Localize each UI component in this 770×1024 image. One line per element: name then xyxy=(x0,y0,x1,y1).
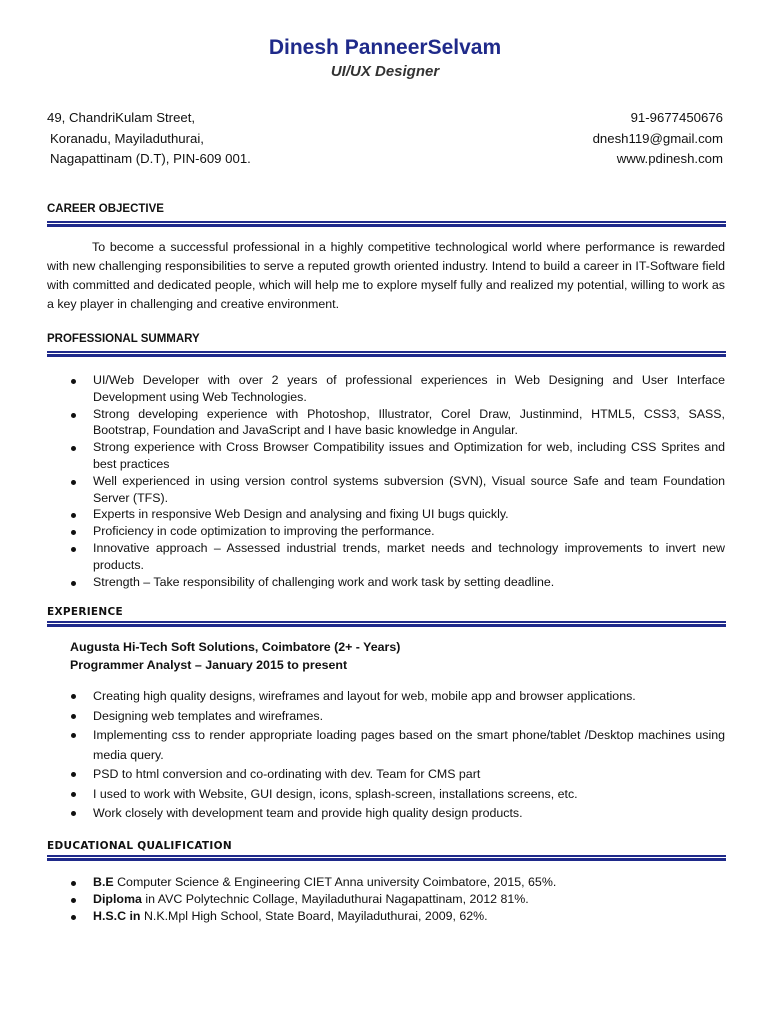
contact-block xyxy=(593,108,723,170)
degree-detail: Computer Science & Engineering CIET Anna university Coimbatore, 2015, 65%. xyxy=(113,875,557,889)
company-name: Augusta Hi-Tech Soft Solutions, Coimbatore (2+ - Years) xyxy=(70,640,401,654)
degree-name: B.E xyxy=(93,875,114,889)
address-block xyxy=(47,108,251,170)
experience-list xyxy=(70,687,725,824)
professional-summary-list xyxy=(70,372,725,590)
section-divider xyxy=(47,621,726,627)
list-item: Innovative approach – Assessed industrial trends, market needs and technology improvements to invert new products. xyxy=(70,540,725,574)
email-address[interactable]: dnesh119@gmail.com xyxy=(592,130,723,146)
list-item: Strength – Take responsibility of challenging work and work task by setting deadline. xyxy=(70,574,725,591)
list-item xyxy=(70,908,725,925)
list-item: UI/Web Developer with over 2 years of professional experiences in Web Designing and User Interface Development using Web Technologies. xyxy=(70,372,725,406)
professional-summary-heading: PROFESSIONAL SUMMARY xyxy=(47,333,200,345)
list-item: Work closely with development team and provide high quality design products. xyxy=(70,804,725,824)
list-item: Creating high quality designs, wireframes and layout for web, mobile app and browser applications. xyxy=(70,687,725,707)
education-heading: EDUCATIONAL QUALIFICATION xyxy=(47,840,232,852)
phone-number: 91-9677450676 xyxy=(630,110,723,125)
degree-detail: in AVC Polytechnic Collage, Mayiladuthurai Nagapattinam, 2012 81%. xyxy=(141,891,529,906)
list-item xyxy=(70,874,725,891)
position-title: Programmer Analyst – January 2015 to present xyxy=(70,658,348,672)
address-line-2: Koranadu, Mayiladuthurai, xyxy=(50,130,204,146)
career-objective-heading: CAREER OBJECTIVE xyxy=(47,203,164,215)
address-line-1: 49, ChandriKulam Street, xyxy=(47,110,196,125)
list-item: Experts in responsive Web Design and analysing and fixing UI bugs quickly. xyxy=(70,506,725,523)
address-line-3: Nagapattinam (D.T), PIN-609 001. xyxy=(50,151,251,166)
degree-detail: N.K.Mpl High School, State Board, Mayiladuthurai, 2009, 62%. xyxy=(140,908,488,923)
section-divider xyxy=(47,855,726,861)
list-item: Implementing css to render appropriate loading pages based on the smart phone/tablet /Desktop machines using media query. xyxy=(70,726,725,765)
job-title: UI/UX Designer xyxy=(330,63,440,80)
list-item: Strong experience with Cross Browser Compatibility issues and Optimization for web, including CSS Sprites and best practices xyxy=(70,439,725,473)
list-item: Strong developing experience with Photoshop, Illustrator, Corel Draw, Justinmind, HTML5, CSS3, SASS, Bootstrap, Foundation and JavaScript and I have basic knowledge in Angular. xyxy=(70,406,725,440)
experience-company xyxy=(70,638,400,674)
experience-heading: EXPERIENCE xyxy=(47,606,123,618)
list-item xyxy=(70,891,725,908)
candidate-name: Dinesh PanneerSelvam xyxy=(268,36,502,59)
education-list xyxy=(70,874,725,924)
list-item: Well experienced in using version control systems subversion (SVN), Visual source Safe and team Foundation Server (TFS). xyxy=(70,473,725,507)
section-divider xyxy=(47,221,726,227)
list-item: PSD to html conversion and co-ordinating with dev. Team for CMS part xyxy=(70,765,725,785)
list-item: Proficiency in code optimization to improving the performance. xyxy=(70,523,725,540)
website-link[interactable]: www.pdinesh.com xyxy=(616,151,723,166)
degree-name: Diploma xyxy=(93,891,142,906)
career-objective-text: To become a successful professional in a highly competitive technological world where performance is rewarded with new challenging responsibilities to serve a reputed growth oriented industry. Intend to build a career in IT-Software field with committed and dedicated people, which will help me to explore myself fully and realized my potential, willing to work as a key player in challenging and creative environment. xyxy=(47,240,725,311)
list-item: Designing web templates and wireframes. xyxy=(70,707,725,727)
section-divider xyxy=(47,351,726,357)
list-item: I used to work with Website, GUI design, icons, splash-screen, installations screens, etc. xyxy=(70,785,725,805)
degree-name: H.S.C in xyxy=(93,908,141,923)
